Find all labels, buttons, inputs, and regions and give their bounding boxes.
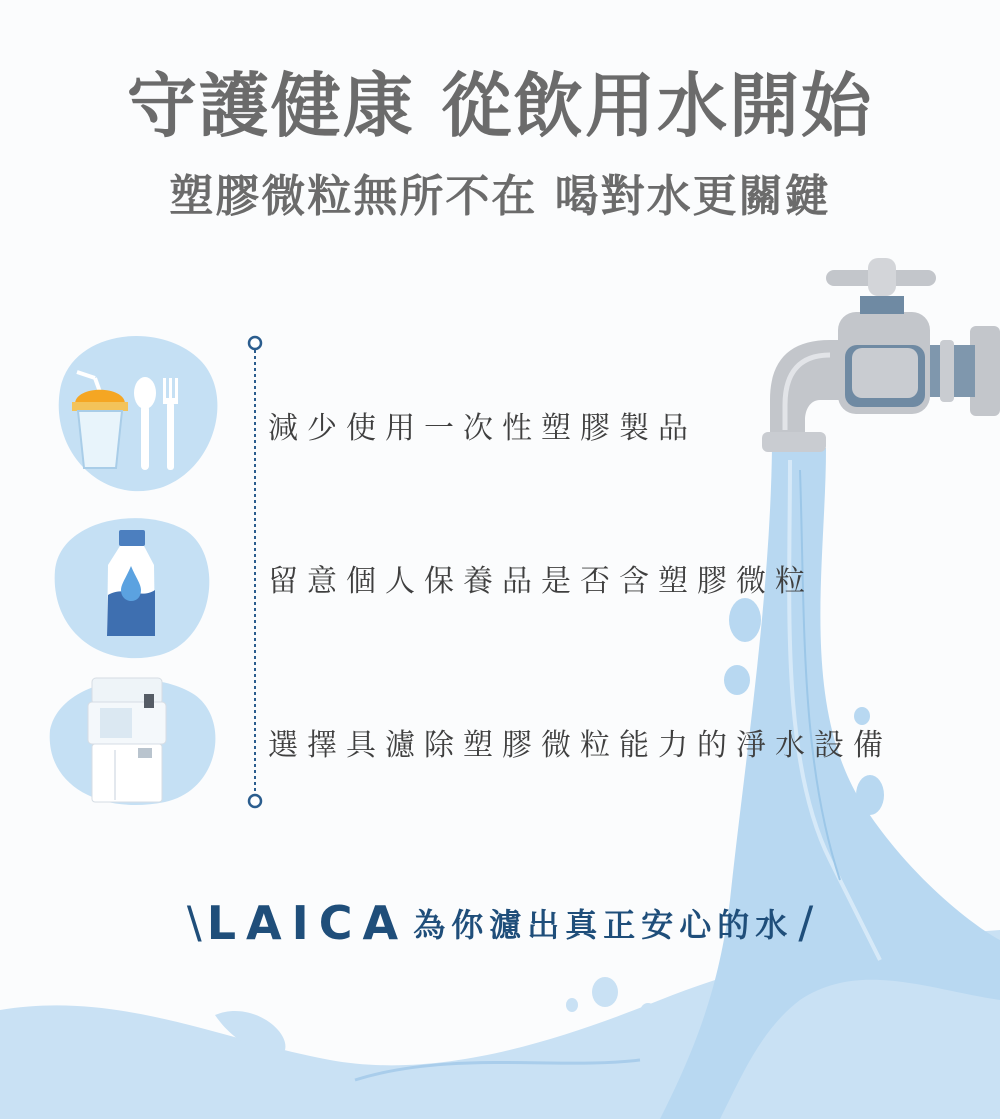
water-droplet bbox=[640, 1003, 656, 1021]
page-title: 守護健康 從飲用水開始 bbox=[126, 65, 874, 147]
brand-slogan bbox=[0, 896, 1000, 950]
water-droplet bbox=[566, 998, 578, 1012]
brand-tagline: 為你濾出真正安心的水 bbox=[413, 906, 794, 944]
tip-text-1: 減少使用一次性塑膠製品 bbox=[268, 411, 697, 446]
page-subtitle: 塑膠微粒無所不在 喝對水更關鍵 bbox=[169, 171, 831, 222]
tip-text-3: 選擇具濾除塑膠微粒能力的淨水設備 bbox=[268, 728, 892, 763]
water-droplet bbox=[592, 977, 618, 1007]
brand-name: LAICA bbox=[206, 896, 409, 950]
slogan-slash-right: / bbox=[798, 897, 814, 949]
slogan-slash-left: \ bbox=[186, 897, 202, 949]
timeline bbox=[249, 337, 261, 807]
tip-text-2: 留意個人保養品是否含塑膠微粒 bbox=[268, 564, 814, 599]
water-droplet bbox=[729, 598, 761, 642]
faucet-icon bbox=[762, 258, 1000, 452]
water-droplet bbox=[724, 665, 750, 695]
water-droplet bbox=[856, 775, 884, 815]
water-dispenser-icon bbox=[88, 678, 166, 802]
